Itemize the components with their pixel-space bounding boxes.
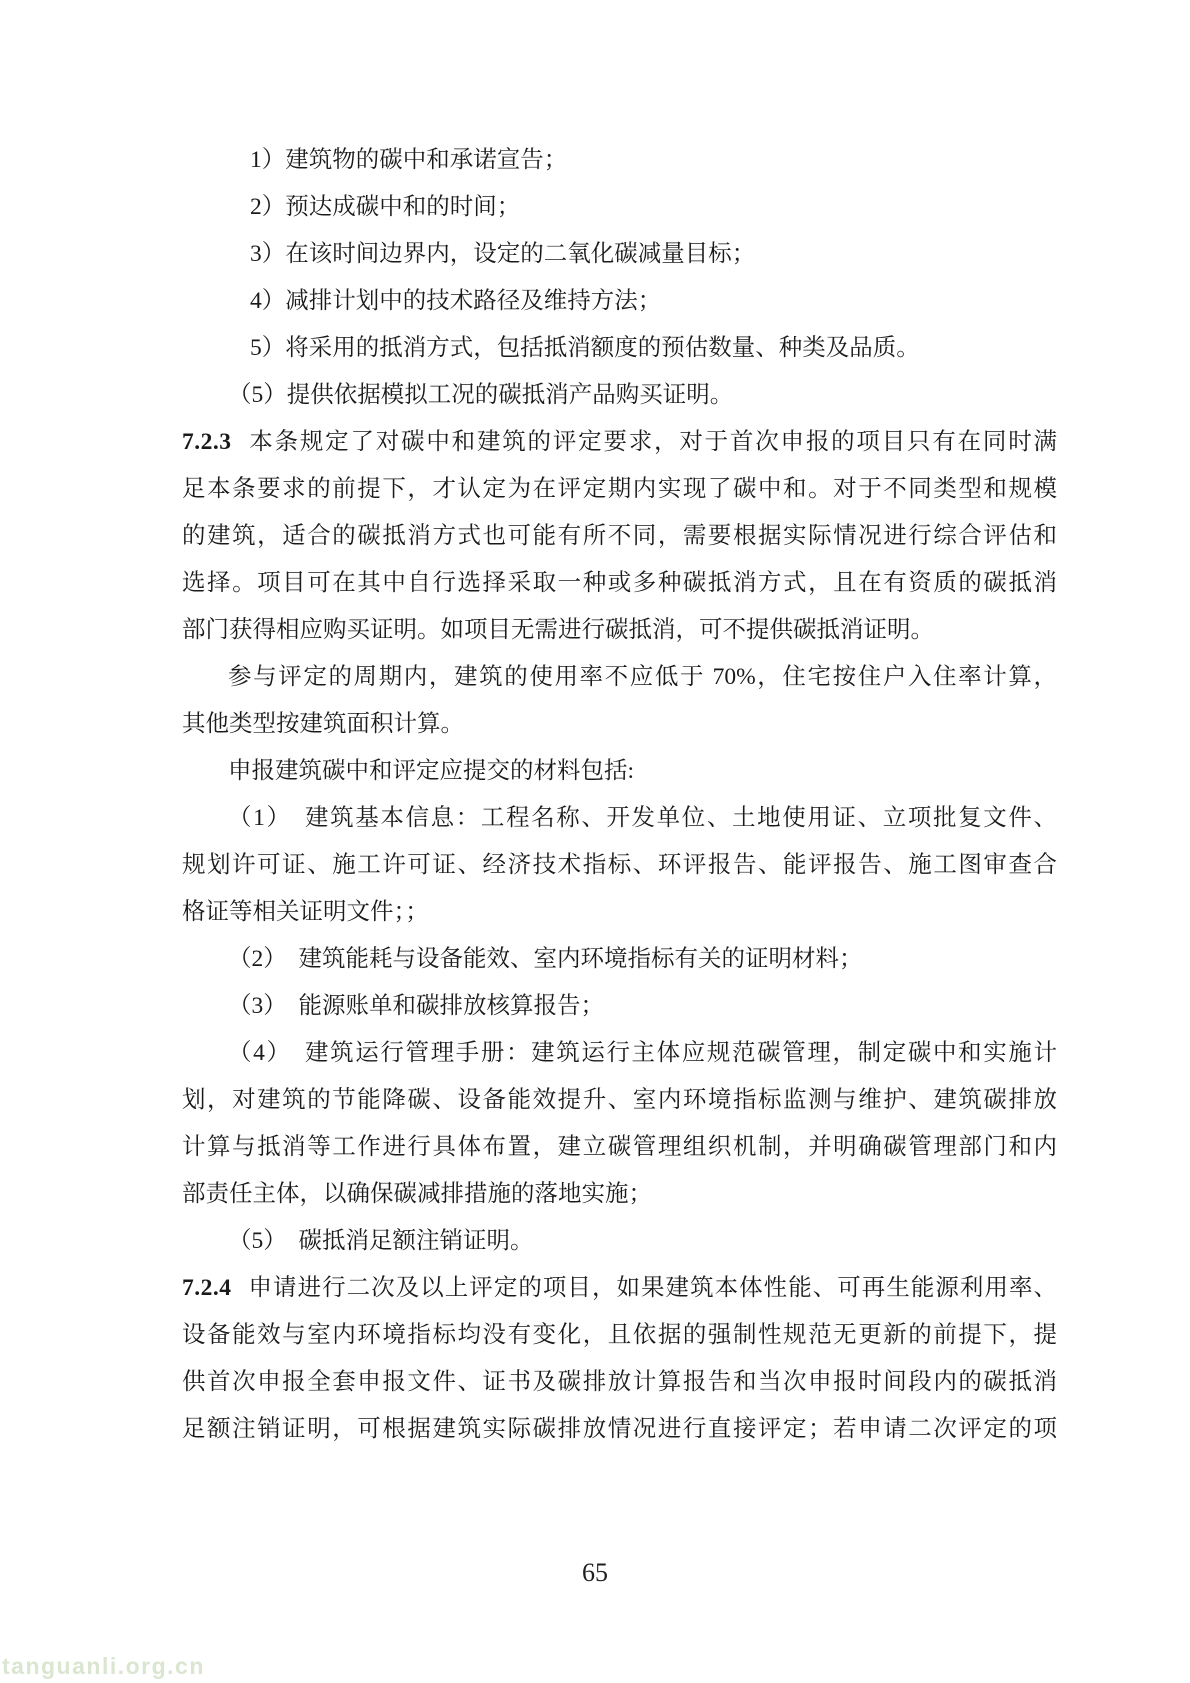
line-10-paragraph <box>182 560 1057 607</box>
paragraph-text: 格证等相关证明文件；； <box>182 899 429 925</box>
paragraph-text: 足本条要求的前提下，才认定为在评定期内实现了碳中和。对于不同类型和规模 <box>182 476 1057 502</box>
line-28-paragraph <box>182 1406 1057 1453</box>
line-20-item-4 <box>182 1030 1057 1077</box>
item-4-text: （4） 建筑运行管理手册：建筑运行主体应规范碳管理，制定碳中和实施计 <box>228 1040 1057 1066</box>
paragraph-text: 部门获得相应购买证明。如项目无需进行碳抵消，可不提供碳抵消证明。 <box>182 617 934 643</box>
paragraph-text: 规划许可证、施工许可证、经济技术指标、环评报告、能评报告、施工图审查合 <box>182 852 1057 878</box>
line-25-clause-7-2-4 <box>182 1265 1057 1312</box>
clause-7-2-4-text: 申请进行二次及以上评定的项目，如果建筑本体性能、可再生能源利用率、 <box>247 1275 1057 1301</box>
item-1-text: （1） 建筑基本信息：工程名称、开发单位、土地使用证、立项批复文件、 <box>228 805 1057 831</box>
paragraph-text: 申报建筑碳中和评定应提交的材料包括: <box>228 758 635 784</box>
item-5-text: （5）提供依据模拟工况的碳抵消产品购买证明。 <box>228 382 734 408</box>
line-06-item-5 <box>182 372 1057 419</box>
clause-number-7-2-4: 7.2.4 <box>182 1275 232 1301</box>
sub-item-2-text: 2）预达成碳中和的时间； <box>250 194 521 220</box>
line-19-item-3 <box>182 983 1057 1030</box>
line-13-paragraph <box>182 701 1057 748</box>
sub-item-5-text: 5）将采用的抵消方式，包括抵消额度的预估数量、种类及品质。 <box>250 335 920 361</box>
line-27-paragraph <box>182 1359 1057 1406</box>
line-14-paragraph <box>182 748 1057 795</box>
line-04-sub-item-4 <box>182 278 1057 325</box>
sub-item-1-text: 1）建筑物的碳中和承诺宣告； <box>250 147 568 173</box>
line-23-paragraph <box>182 1171 1057 1218</box>
line-24-item-5 <box>182 1218 1057 1265</box>
line-12-paragraph <box>182 654 1057 701</box>
line-01-sub-item-1 <box>182 137 1057 184</box>
line-17-paragraph <box>182 889 1057 936</box>
line-11-paragraph <box>182 607 1057 654</box>
paragraph-text: 部责任主体，以确保碳减排措施的落地实施； <box>182 1181 652 1207</box>
paragraph-text: 参与评定的周期内，建筑的使用率不应低于 70%，住宅按住户入住率计算， <box>228 664 1057 690</box>
paragraph-text: 划，对建筑的节能降碳、设备能效提升、室内环境指标监测与维护、建筑碳排放 <box>182 1087 1057 1113</box>
line-08-paragraph <box>182 466 1057 513</box>
line-03-sub-item-3 <box>182 231 1057 278</box>
line-09-paragraph <box>182 513 1057 560</box>
item-3-text: （3） 能源账单和碳排放核算报告； <box>228 993 604 1019</box>
line-21-paragraph <box>182 1077 1057 1124</box>
line-02-sub-item-2 <box>182 184 1057 231</box>
paragraph-text: 其他类型按建筑面积计算。 <box>182 711 464 737</box>
paragraph-text: 足额注销证明，可根据建筑实际碳排放情况进行直接评定；若申请二次评定的项 <box>182 1416 1057 1442</box>
paragraph-text: 设备能效与室内环境指标均没有变化，且依据的强制性规范无更新的前提下，提 <box>182 1322 1057 1348</box>
sub-item-3-text: 3）在该时间边界内，设定的二氧化碳减量目标； <box>250 241 756 267</box>
line-05-sub-item-5 <box>182 325 1057 372</box>
item-5-text: （5） 碳抵消足额注销证明。 <box>228 1228 534 1254</box>
clause-7-2-3-text: 本条规定了对碳中和建筑的评定要求，对于首次申报的项目只有在同时满 <box>247 429 1057 455</box>
page-number: 65 <box>582 1558 608 1587</box>
paragraph-text: 的建筑，适合的碳抵消方式也可能有所不同，需要根据实际情况进行综合评估和 <box>182 523 1057 549</box>
line-16-paragraph <box>182 842 1057 889</box>
paragraph-text: 计算与抵消等工作进行具体布置，建立碳管理组织机制，并明确碳管理部门和内 <box>182 1134 1057 1160</box>
line-07-clause-7-2-3 <box>182 419 1057 466</box>
page-body-text <box>182 137 1057 1453</box>
watermark-tanguanli: tanguanli.org.cn <box>2 1653 205 1679</box>
item-2-text: （2） 建筑能耗与设备能效、室内环境指标有关的证明材料； <box>228 946 863 972</box>
paragraph-text: 选择。项目可在其中自行选择采取一种或多种碳抵消方式，且在有资质的碳抵消 <box>182 570 1057 596</box>
clause-number-7-2-3: 7.2.3 <box>182 429 232 455</box>
line-18-item-2 <box>182 936 1057 983</box>
sub-item-4-text: 4）减排计划中的技术路径及维持方法； <box>250 288 662 314</box>
line-22-paragraph <box>182 1124 1057 1171</box>
paragraph-text: 供首次申报全套申报文件、证书及碳排放计算报告和当次申报时间段内的碳抵消 <box>182 1369 1057 1395</box>
line-26-paragraph <box>182 1312 1057 1359</box>
line-15-item-1 <box>182 795 1057 842</box>
